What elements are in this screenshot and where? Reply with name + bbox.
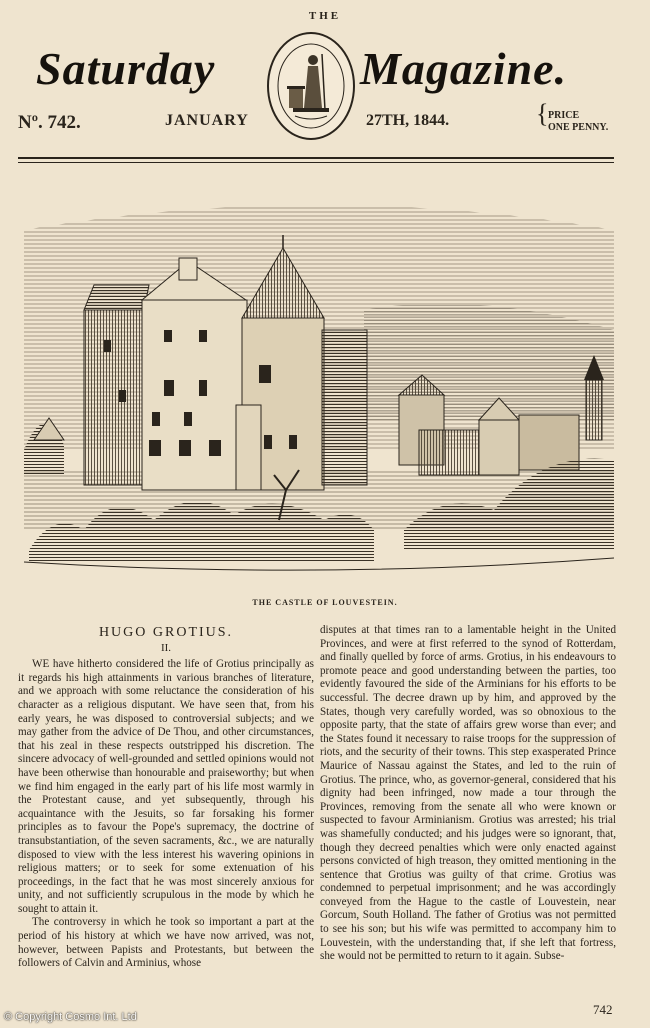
header-rule-thin: [18, 162, 614, 163]
figure-caption: THE CASTLE OF LOUVESTEIN.: [252, 598, 398, 607]
issue-month: JANUARY: [165, 112, 249, 129]
article-column-right: [320, 624, 616, 964]
price-line-2: ONE PENNY.: [548, 122, 609, 133]
article-paragraph: disputes at that times ran to a lamentable height in the United Provinces, and were at first referred to the synod of Rotterdam, and finally quelled by force of arms. Grotius, in his endeavours to promote peace and good understanding between the parties, too evidently favoured the side of the Arminians for his efforts to be successful. The decree drawn up by him, and approved by the States, though very carefully worded, was so obnoxious to the opposite party, that the state of affairs grew worse than ever; and the States found it necessary to raise troops for the suppression of riots, and the security of their towns. This step exasperated Prince Maurice of Nassau against the States, and led to the ruin of Grotius. The prince, who, as governor-general, considered that his dignity had been infringed, now made a tour through the Provinces, removing from the senate all who were known or suspected to favour Arminianism. Grotius was arrested; his trial was shamefully conducted; and his judges were so ignorant, that, though they decreed penalties which were only enacted against persons convicted of high treason, they omitted mentioning in the sentence that Grotius was guilty of that crime. Grotius was condemned to perpetual imprisonment; and he was accordingly conveyed from the Hague to the castle of Louvestein, near Gorcum, South Holland. The father of Grotius was not permitted to see his son; but his wife was permitted to accompany him to Louvestein, with the understanding that, if she left that fortress, she would not be permitted to return to it again. Subse-: [320, 624, 616, 963]
price-line-1: PRICE: [548, 110, 580, 121]
price-block: [536, 99, 609, 134]
issue-date: 27TH, 1844.: [366, 112, 450, 129]
article-paragraph: WE have hitherto considered the life of Grotius principally as it regards his high attainments in various branches of literature, and we approach with some reluctance the consideration of his character as a religious disputant. We have seen that, from his early years, he was disposed to controversial subjects; and we may gather from the advice of De Thou, and other circumstances, that his zeal in these respects outstripped his discretion. The sincere advocacy of well-grounded and settled opinions would not have been otherwise than honourable and praiseworthy; but when we find him engaged in the early part of his life most warmly in the Protestant cause, and yet subsequently, through his acquaintance with the Jesuits, so far forsaking his former principles as to favour the Pope's supremacy, the doctrine of transubstantiation, of the seven sacraments, &c., we are naturally disposed to view with the less interest his wavering opinions in religious matters; or to seek for some extenuation of his proceedings, in the fact that he was most sincerely anxious for unity, and not sufficiently scrupulous in the mode by which he sought to attain it.: [18, 658, 314, 915]
masthead-title-right: Magazine.: [360, 43, 568, 94]
seal-emblem-icon: [265, 30, 357, 142]
article-part: II.: [160, 641, 172, 654]
article-paragraph: The controversy in which he took so important a part at the period of his history at which we have now arrived, was not, however, between Papists and Protestants, but between the followers of Calvin and Arminius, whose: [18, 916, 314, 970]
article-title: HUGO GROTIUS.: [98, 625, 234, 640]
copyright-watermark: © Copyright Cosmo Int. Ltd: [4, 1011, 137, 1023]
castle-engraving: [24, 190, 614, 590]
header-rule-thick: [18, 157, 614, 159]
article-column-left: [18, 620, 314, 971]
issue-number: Nº. 742.: [18, 112, 81, 133]
masthead-the: THE: [308, 10, 342, 22]
masthead-title-left: Saturday: [36, 43, 216, 94]
brace-glyph: {: [536, 99, 549, 128]
page-number: 742: [593, 1002, 613, 1017]
